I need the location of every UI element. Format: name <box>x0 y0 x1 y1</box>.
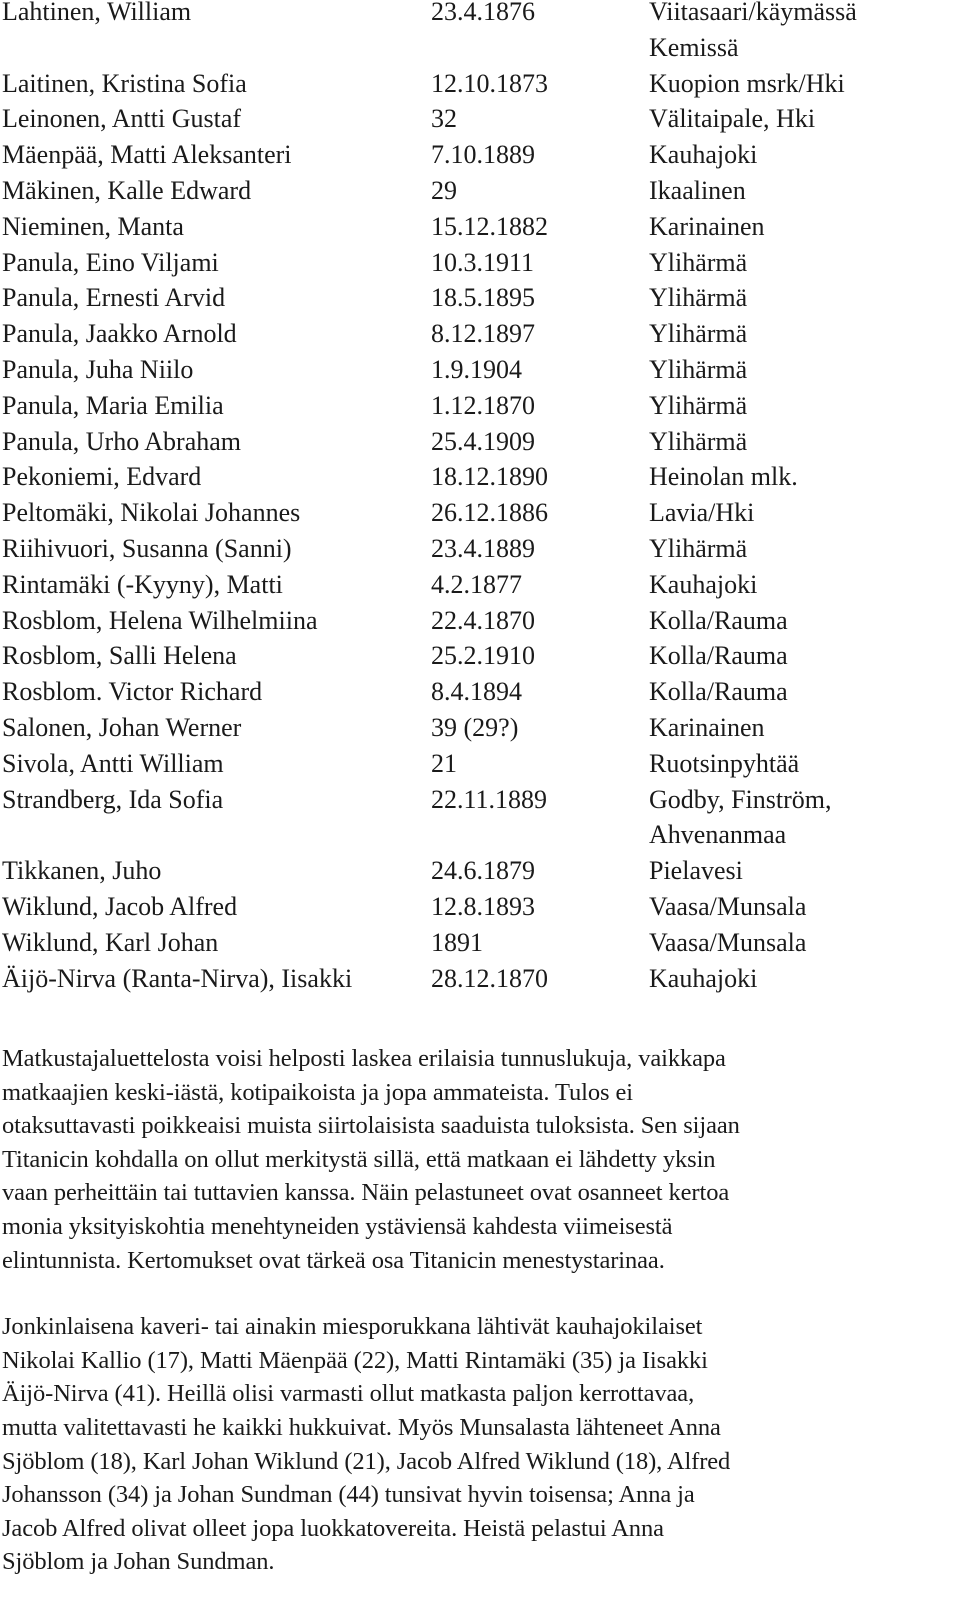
table-row <box>2 603 952 639</box>
home-place-line: Kolla/Rauma <box>649 677 788 707</box>
passenger-name: Nieminen, Manta <box>2 211 184 241</box>
home-place <box>649 459 952 495</box>
home-place <box>649 424 952 460</box>
home-place <box>649 853 952 889</box>
table-row <box>2 424 952 460</box>
home-place <box>649 710 952 746</box>
table-row <box>2 66 952 102</box>
table-row <box>2 388 952 424</box>
passenger-name: Panula, Urho Abraham <box>2 426 242 456</box>
home-place-line: Vaasa/Munsala <box>649 927 807 957</box>
birth-date: 28.12.1870 <box>431 963 548 993</box>
home-place-line: Karinainen <box>649 211 765 241</box>
home-place <box>649 889 952 925</box>
home-place <box>649 66 952 102</box>
paragraph-line: Matkustajaluettelosta voisi helposti laskea erilaisia tunnuslukuja, vaikkapa <box>2 1045 726 1072</box>
home-place-line: Ylihärmä <box>649 533 748 563</box>
home-place-line: Kuopion msrk/Hki <box>649 68 845 98</box>
table-row <box>2 245 952 281</box>
birth-date: 22.11.1889 <box>431 784 548 814</box>
home-place-line: Kolla/Rauma <box>649 605 788 635</box>
paragraph-line: elintunnista. Kertomukset ovat tärkeä osa Titanicin menestystarinaa. <box>2 1246 665 1274</box>
paragraph-line: mutta valitettavasti he kaikki hukkuivat. Myös Munsalasta lähteneet Anna <box>2 1413 721 1441</box>
birth-date: 10.3.1911 <box>431 247 535 277</box>
birth-date: 23.4.1876 <box>431 0 535 26</box>
passenger-name: Panula, Juha Niilo <box>2 354 194 384</box>
home-place-line: Ylihärmä <box>649 354 748 384</box>
home-place-line: Godby, Finström, <box>649 784 832 814</box>
passenger-name: Leinonen, Antti Gustaf <box>2 104 242 134</box>
passenger-name: Panula, Jaakko Arnold <box>2 319 237 349</box>
home-place <box>649 173 952 209</box>
table-row <box>2 316 952 352</box>
paragraph-line: Johansson (34) ja Johan Sundman (44) tunsivat hyvin toisensa; Anna ja <box>2 1481 695 1509</box>
passenger-name: Rintamäki (-Kyyny), Matti <box>2 569 283 599</box>
body-text <box>2 1042 952 1612</box>
home-place <box>649 209 952 245</box>
birth-date: 8.12.1897 <box>431 319 535 349</box>
birth-date: 21 <box>431 748 457 778</box>
passenger-name: Mäenpää, Matti Aleksanteri <box>2 140 292 170</box>
passenger-table <box>2 0 952 996</box>
paragraph-line: Äijö-Nirva (41). Heillä olisi varmasti ollut matkasta paljon kerrottavaa, <box>2 1380 695 1408</box>
birth-date: 1.9.1904 <box>431 354 522 384</box>
home-place <box>649 782 952 854</box>
table-row <box>2 961 952 997</box>
home-place <box>649 101 952 137</box>
passenger-name: Rosblom, Salli Helena <box>2 641 237 671</box>
home-place-line: Kemissä <box>649 32 739 62</box>
home-place <box>649 316 952 352</box>
home-place-line: Välitaipale, Hki <box>649 104 816 134</box>
passenger-name: Tikkanen, Juho <box>2 856 162 886</box>
table-row <box>2 280 952 316</box>
paragraph <box>2 1310 952 1579</box>
passenger-name: Panula, Eino Viljami <box>2 247 219 277</box>
birth-date: 25.2.1910 <box>431 641 535 671</box>
passenger-name: Peltomäki, Nikolai Johannes <box>2 498 301 528</box>
birth-date: 7.10.1889 <box>431 140 535 170</box>
home-place <box>649 388 952 424</box>
table-row <box>2 674 952 710</box>
passenger-name: Sivola, Antti William <box>2 748 224 778</box>
home-place <box>649 531 952 567</box>
table-row <box>2 173 952 209</box>
home-place-line: Ylihärmä <box>649 426 748 456</box>
home-place-line: Ylihärmä <box>649 247 748 277</box>
birth-date: 24.6.1879 <box>431 856 535 886</box>
paragraph-line: Sjöblom (18), Karl Johan Wiklund (21), Jacob Alfred Wiklund (18), Alfred <box>2 1447 731 1475</box>
passenger-name: Rosblom, Helena Wilhelmiina <box>2 605 318 635</box>
table-row <box>2 710 952 746</box>
home-place <box>649 638 952 674</box>
paragraph-line: Nikolai Kallio (17), Matti Mäenpää (22), Matti Rintamäki (35) ja Iisakki <box>2 1346 708 1374</box>
home-place <box>649 603 952 639</box>
birth-date: 12.10.1873 <box>431 68 548 98</box>
passenger-name: Äijö-Nirva (Ranta-Nirva), Iisakki <box>2 963 353 993</box>
table-row <box>2 101 952 137</box>
passenger-name: Laitinen, Kristina Sofia <box>2 68 247 98</box>
passenger-name: Wiklund, Karl Johan <box>2 927 219 957</box>
paragraph-line: monia yksityiskohtia menehtyneiden ystäviensä kahdesta viimeisestä <box>2 1212 673 1240</box>
passenger-name: Wiklund, Jacob Alfred <box>2 891 238 921</box>
paragraph-line: Jonkinlaisena kaveri- tai ainakin miesporukkana lähtivät kauhajokilaiset <box>2 1313 703 1341</box>
home-place-line: Ylihärmä <box>649 319 748 349</box>
birth-date: 15.12.1882 <box>431 211 548 241</box>
passenger-name: Salonen, Johan Werner <box>2 712 242 742</box>
birth-date: 1891 <box>431 927 483 957</box>
home-place-line: Kauhajoki <box>649 140 758 170</box>
birth-date: 12.8.1893 <box>431 891 535 921</box>
home-place <box>649 567 952 603</box>
passenger-name: Mäkinen, Kalle Edward <box>2 175 252 205</box>
home-place <box>649 0 952 66</box>
table-row <box>2 0 952 66</box>
passenger-name: Riihivuori, Susanna (Sanni) <box>2 533 292 563</box>
home-place-line: Kauhajoki <box>649 963 758 993</box>
home-place <box>649 280 952 316</box>
home-place-line: Vaasa/Munsala <box>649 891 807 921</box>
home-place-line: Kolla/Rauma <box>649 641 788 671</box>
birth-date: 18.5.1895 <box>431 283 535 313</box>
home-place <box>649 137 952 173</box>
table-row <box>2 925 952 961</box>
home-place <box>649 961 952 997</box>
paragraph-line: Sjöblom ja Johan Sundman. <box>2 1548 275 1576</box>
birth-date: 4.2.1877 <box>431 569 522 599</box>
table-row <box>2 782 952 854</box>
table-row <box>2 137 952 173</box>
passenger-name: Pekoniemi, Edvard <box>2 462 202 492</box>
home-place-line: Ikaalinen <box>649 175 746 205</box>
home-place-line: Ylihärmä <box>649 390 748 420</box>
paragraph-line: matkaajien keski-iästä, kotipaikoista ja jopa ammateista. Tulos ei <box>2 1078 633 1106</box>
table-row <box>2 495 952 531</box>
home-place-line: Karinainen <box>649 712 765 742</box>
birth-date: 26.12.1886 <box>431 498 548 528</box>
paragraph-line: Titanicin kohdalla on ollut merkitystä sillä, että matkaan ei lähdetty yksin <box>2 1145 716 1173</box>
home-place-line: Ylihärmä <box>649 283 748 313</box>
table-row <box>2 889 952 925</box>
birth-date: 25.4.1909 <box>431 426 535 456</box>
home-place-line: Heinolan mlk. <box>649 462 798 492</box>
passenger-name: Panula, Ernesti Arvid <box>2 283 226 313</box>
paragraph <box>2 1042 952 1277</box>
paragraph-line: otaksuttavasti poikkeaisi muista siirtolaisista saaduista tuloksista. Sen sijaan <box>2 1112 740 1140</box>
home-place <box>649 245 952 281</box>
birth-date: 1.12.1870 <box>431 390 535 420</box>
table-row <box>2 567 952 603</box>
birth-date: 18.12.1890 <box>431 462 548 492</box>
home-place-line: Viitasaari/käymässä <box>649 0 857 26</box>
birth-date: 39 (29?) <box>431 712 519 742</box>
table-row <box>2 853 952 889</box>
paragraph-line: Jacob Alfred olivat olleet jopa luokkatovereita. Heistä pelastui Anna <box>2 1514 664 1542</box>
paragraph-line: vaan perheittäin tai tuttavien kanssa. Näin pelastuneet ovat osanneet kertoa <box>2 1179 730 1207</box>
home-place-line: Pielavesi <box>649 856 743 886</box>
table-row <box>2 352 952 388</box>
passenger-name: Lahtinen, William <box>2 0 192 26</box>
passenger-name: Strandberg, Ida Sofia <box>2 784 224 814</box>
home-place <box>649 495 952 531</box>
table-row <box>2 746 952 782</box>
birth-date: 32 <box>431 104 457 134</box>
birth-date: 8.4.1894 <box>431 677 522 707</box>
home-place-line: Ahvenanmaa <box>649 820 787 850</box>
passenger-name: Rosblom. Victor Richard <box>2 677 263 707</box>
birth-date: 22.4.1870 <box>431 605 535 635</box>
home-place <box>649 352 952 388</box>
home-place-line: Lavia/Hki <box>649 498 755 528</box>
table-row <box>2 531 952 567</box>
home-place <box>649 925 952 961</box>
home-place-line: Kauhajoki <box>649 569 758 599</box>
birth-date: 23.4.1889 <box>431 533 535 563</box>
home-place <box>649 674 952 710</box>
table-row <box>2 459 952 495</box>
birth-date: 29 <box>431 175 457 205</box>
table-row <box>2 209 952 245</box>
passenger-name: Panula, Maria Emilia <box>2 390 224 420</box>
home-place-line: Ruotsinpyhtää <box>649 748 800 778</box>
table-row <box>2 638 952 674</box>
home-place <box>649 746 952 782</box>
